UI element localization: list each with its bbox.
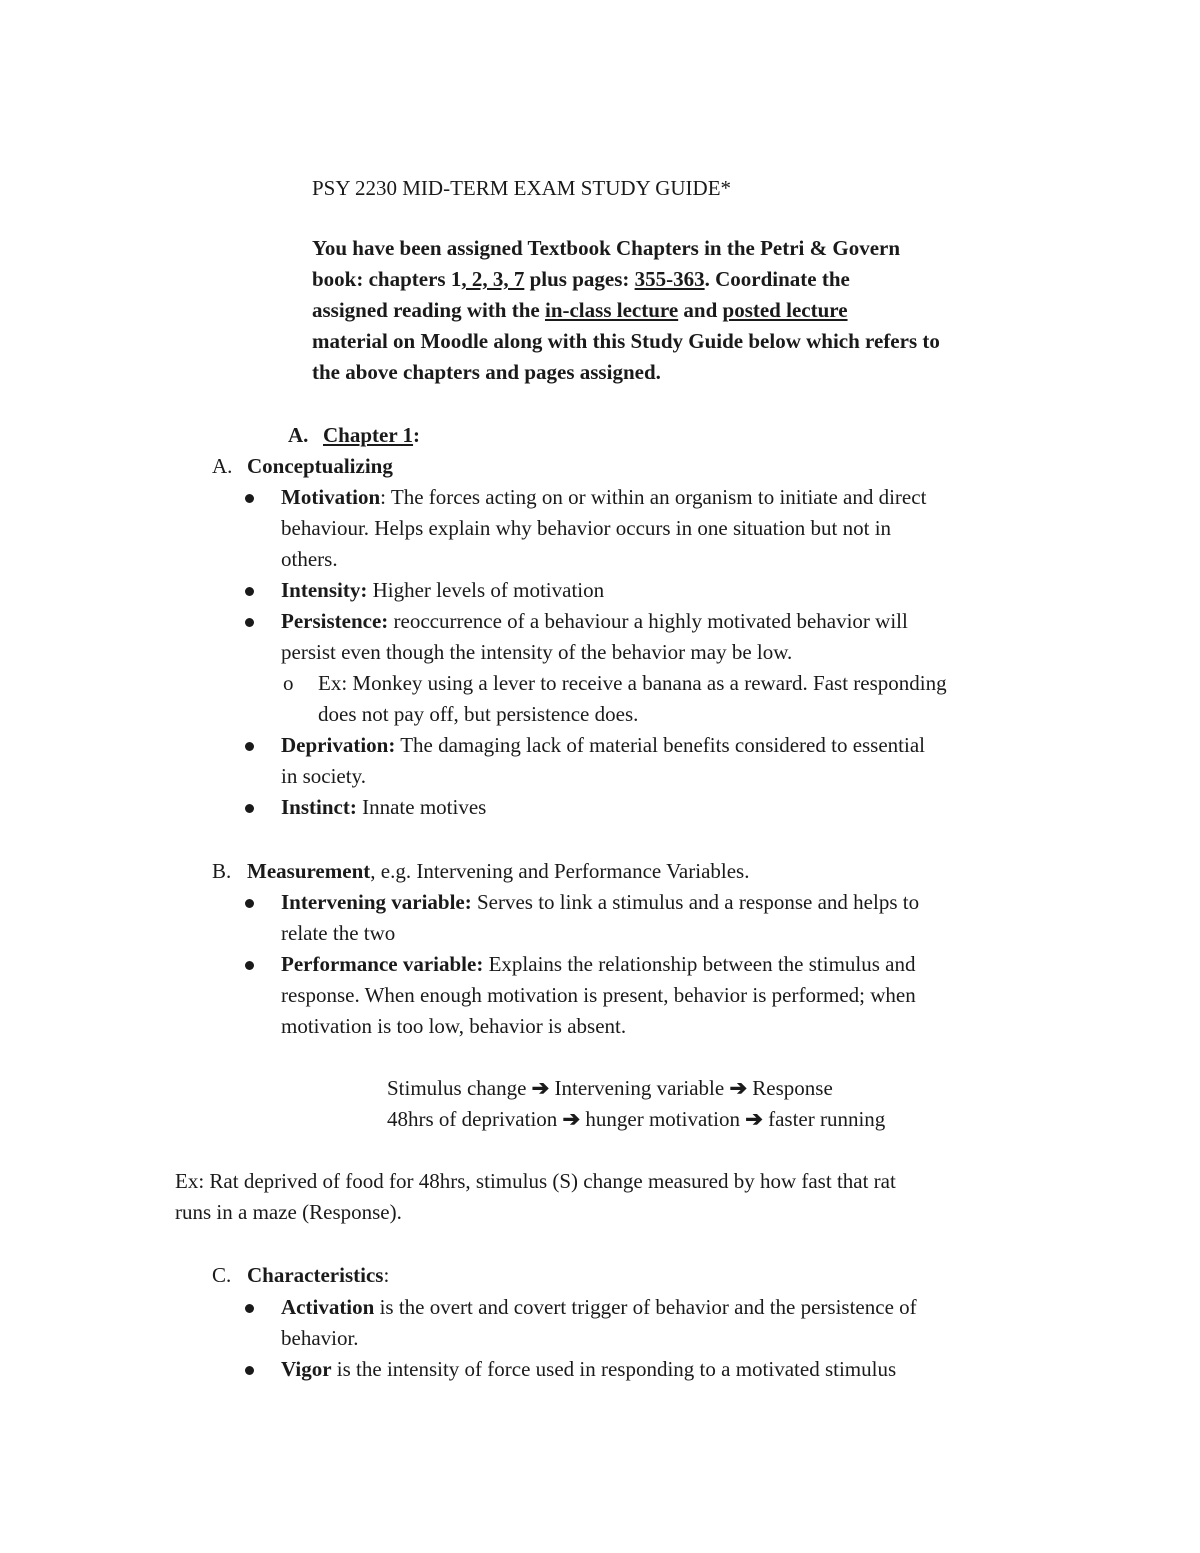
chapter-label: Chapter 1: [323, 423, 414, 447]
item-text: Serves to link a stimulus and a response and helps to: [471, 890, 920, 914]
arrow-right-icon: ➔: [745, 1107, 763, 1131]
sub-list-item: [245, 668, 947, 730]
item-line: [281, 575, 947, 606]
bullet-icon: [245, 618, 254, 627]
intro-text: plus pages:: [524, 267, 635, 291]
section-a-heading: [212, 451, 393, 482]
item-line: relate the two: [281, 921, 396, 945]
section-subtitle: , e.g. Intervening and Performance Variables.: [370, 859, 750, 883]
section-colon: :: [383, 1263, 390, 1287]
bullet-icon: [245, 961, 254, 970]
intro-text: book: chapters 1: [312, 267, 462, 291]
arrow-right-icon: ➔: [562, 1107, 581, 1131]
item-line: Ex: Monkey using a lever to receive a banana as a reward. Fast responding: [318, 671, 947, 695]
intro-text: assigned reading with the: [312, 298, 545, 322]
item-text: Explains the relationship between the stimulus and: [483, 952, 916, 976]
example-paragraph: [175, 1166, 896, 1228]
item-text: Innate motives: [356, 795, 487, 819]
section-letter: C.: [212, 1263, 232, 1287]
section-title: Characteristics: [247, 1263, 384, 1287]
arrow-right-icon: ➔: [729, 1076, 748, 1100]
item-text: Higher levels of motivation: [367, 578, 605, 602]
item-text: : The forces acting on or within an organism to initiate and direct: [380, 485, 927, 509]
intro-line-1: You have been assigned Textbook Chapters in the Petri & Govern: [312, 236, 901, 260]
list-item: [245, 730, 947, 792]
item-text: The damaging lack of material benefits considered to essential: [395, 733, 926, 757]
list-item: [245, 1292, 917, 1354]
list-item: [245, 575, 947, 606]
chapter-colon: :: [413, 423, 421, 447]
item-line: [281, 887, 919, 918]
item-line: [281, 730, 947, 761]
item-line: [281, 792, 947, 823]
flow-text: Stimulus change: [387, 1076, 532, 1100]
flow-text: Response: [747, 1076, 833, 1100]
item-line: [281, 606, 947, 637]
in-class-lecture-underlined: in-class lecture: [544, 298, 679, 322]
item-term: Motivation: [281, 485, 381, 509]
section-c-heading: [212, 1260, 389, 1291]
item-line: motivation is too low, behavior is absent.: [281, 1014, 627, 1038]
item-line: [281, 482, 947, 513]
item-term: Persistence:: [281, 609, 389, 633]
section-b-list: [245, 887, 919, 1042]
intro-line-2: [312, 264, 1032, 295]
flow-text: Intervening variable: [549, 1076, 730, 1100]
intro-text: and: [678, 298, 723, 322]
item-line: behaviour. Helps explain why behavior occurs in one situation but not in: [281, 516, 892, 540]
item-line: others.: [281, 547, 338, 571]
posted-lecture-underlined: posted lecture: [722, 298, 848, 322]
item-term: Vigor: [281, 1357, 332, 1381]
item-line: [281, 949, 919, 980]
section-title: Conceptualizing: [247, 454, 393, 478]
flow-text: 48hrs of deprivation: [387, 1107, 563, 1131]
example-line: Ex: Rat deprived of food for 48hrs, stimulus (S) change measured by how fast that rat: [175, 1169, 896, 1193]
section-letter: B.: [212, 859, 232, 883]
section-letter: A.: [212, 454, 233, 478]
bullet-icon: [245, 1304, 254, 1313]
flow-text: faster running: [762, 1107, 886, 1131]
item-term: Activation: [281, 1295, 375, 1319]
item-text: is the overt and covert trigger of behavior and the persistence of: [374, 1295, 917, 1319]
item-term: Instinct:: [281, 795, 357, 819]
bullet-icon: [245, 587, 254, 596]
section-a-list: [245, 482, 947, 823]
intro-line-5: the above chapters and pages assigned.: [312, 360, 661, 384]
item-line: [281, 1292, 917, 1323]
bullet-icon: [245, 742, 254, 751]
item-line: [281, 1354, 917, 1385]
flow-line-2: [387, 1104, 885, 1135]
chapter-letter: A.: [288, 423, 309, 447]
flow-text: hunger motivation: [580, 1107, 746, 1131]
intro-line-3: [312, 295, 1032, 326]
item-term: Intensity:: [281, 578, 368, 602]
flow-line-1: [387, 1073, 833, 1104]
bullet-icon: [245, 1366, 254, 1375]
section-b-heading: [212, 856, 749, 887]
chapters-underlined: , 2, 3, 7: [461, 267, 525, 291]
arrow-right-icon: ➔: [531, 1076, 550, 1100]
item-line: persist even though the intensity of the behavior may be low.: [281, 640, 793, 664]
chapter-heading: [288, 420, 420, 451]
item-line: does not pay off, but persistence does.: [318, 702, 639, 726]
bullet-icon: [245, 804, 254, 813]
item-text: is the intensity of force used in responding to a motivated stimulus: [331, 1357, 897, 1381]
intro-text: . Coordinate the: [704, 267, 850, 291]
list-item: [245, 792, 947, 823]
item-term: Intervening variable:: [281, 890, 472, 914]
bullet-icon: [245, 899, 254, 908]
section-c-list: [245, 1292, 917, 1385]
item-term: Performance variable:: [281, 952, 484, 976]
sub-bullet-icon: o: [283, 671, 294, 695]
pages-underlined: 355-363: [634, 267, 705, 291]
item-term: Deprivation:: [281, 733, 396, 757]
item-line: behavior.: [281, 1326, 359, 1350]
intro-line-4: material on Moodle along with this Study Guide below which refers to: [312, 329, 940, 353]
list-item: [245, 1354, 917, 1385]
item-text: reoccurrence of a behaviour a highly motivated behavior will: [388, 609, 908, 633]
item-line: response. When enough motivation is present, behavior is performed; when: [281, 983, 916, 1007]
list-item: [245, 887, 919, 949]
document-title: PSY 2230 MID-TERM EXAM STUDY GUIDE*: [312, 176, 732, 200]
section-title: Measurement: [247, 859, 371, 883]
list-item: [245, 949, 919, 1042]
example-line: runs in a maze (Response).: [175, 1200, 402, 1224]
bullet-icon: [245, 494, 254, 503]
item-line: in society.: [281, 764, 366, 788]
list-item: [245, 606, 947, 668]
intro-paragraph: [312, 233, 1032, 388]
list-item: [245, 482, 947, 575]
